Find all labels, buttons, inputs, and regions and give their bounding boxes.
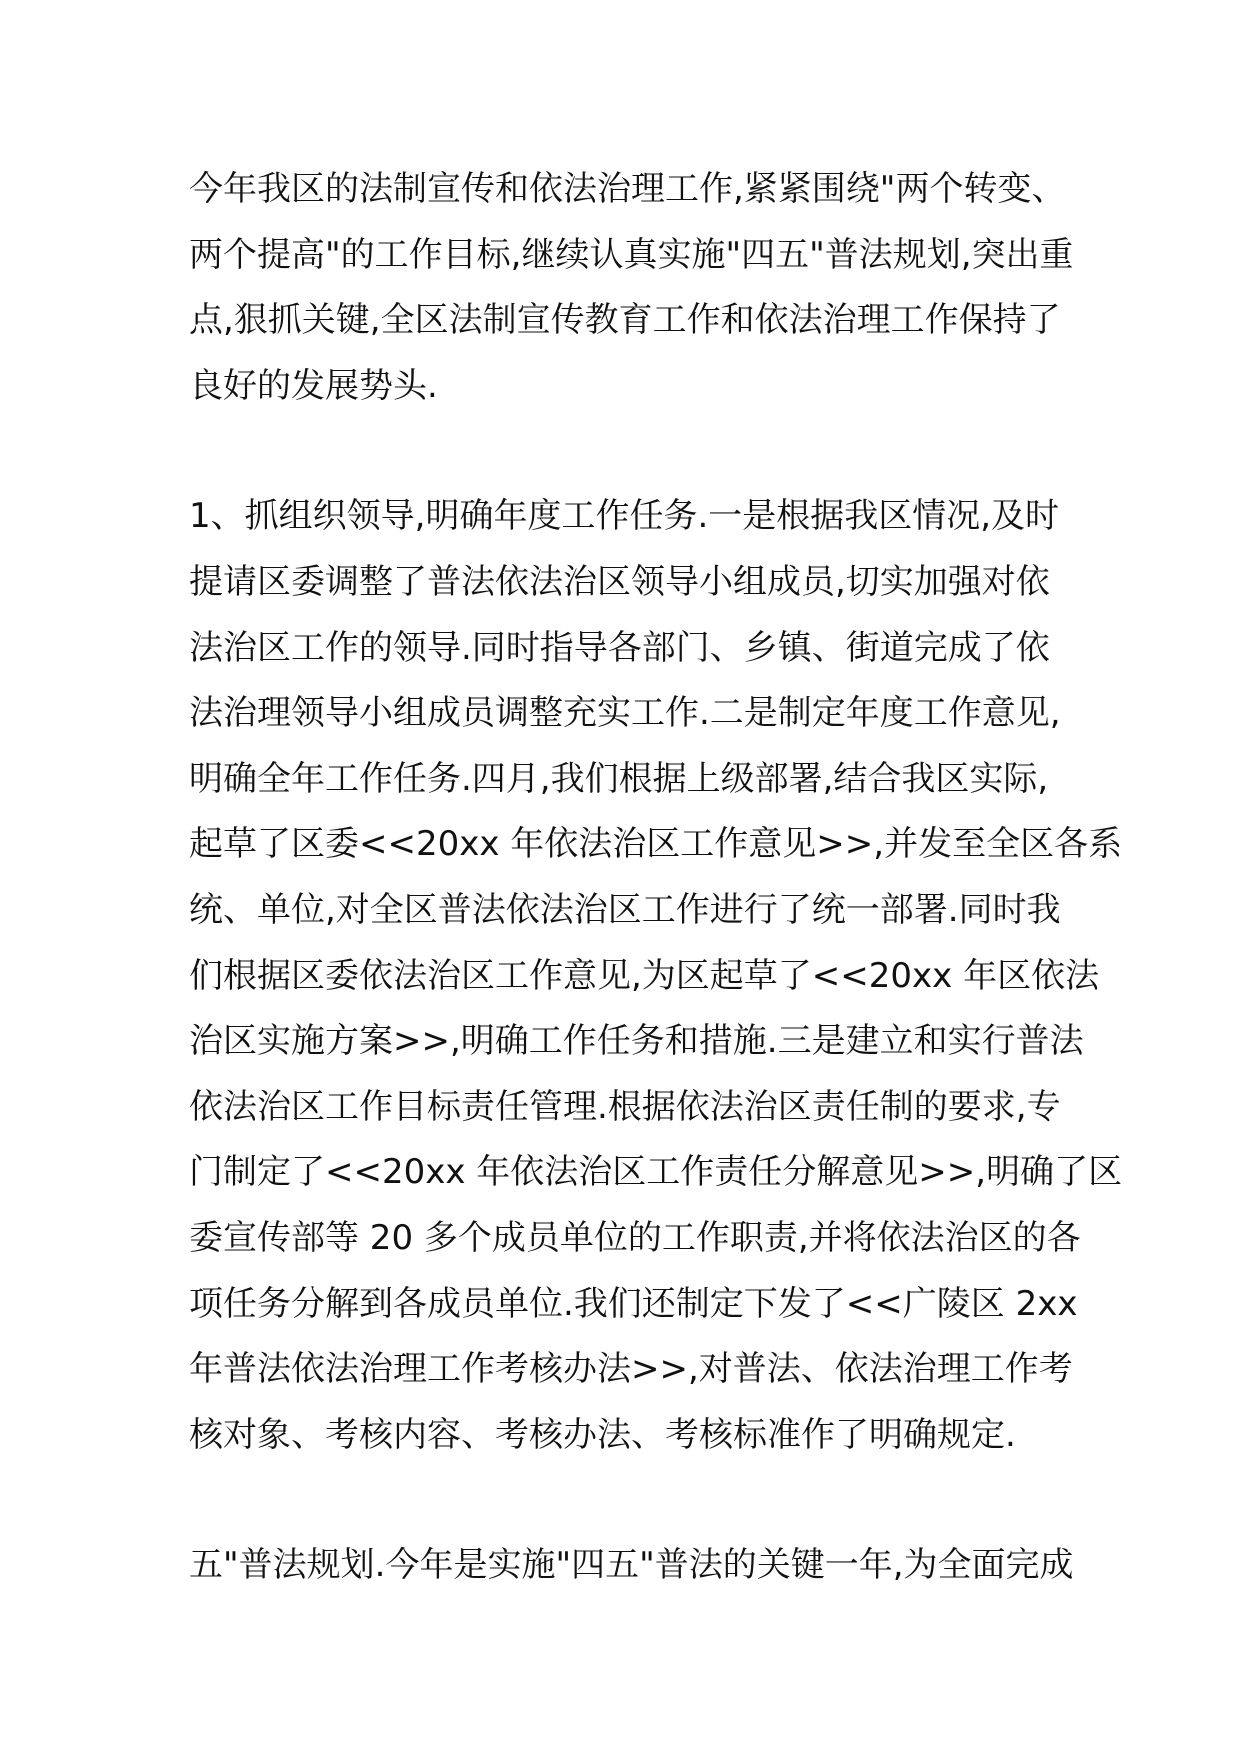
text-line: 点,狠抓关键,全区法制宣传教育工作和依法治理工作保持了 bbox=[189, 300, 1061, 341]
text-line: 明确全年工作任务.四月,我们根据上级部署,结合我区实际, bbox=[189, 758, 1049, 799]
text-line: 核对象、考核内容、考核办法、考核标准作了明确规定. bbox=[189, 1414, 1016, 1455]
text-line: 1、抓组织领导,明确年度工作任务.一是根据我区情况,及时 bbox=[189, 496, 1060, 537]
text-line: 五"普法规划.今年是实施"四五"普法的关键一年,为全面完成 bbox=[189, 1545, 1074, 1586]
text-line: 治区实施方案>>,明确工作任务和措施.三是建立和实行普法 bbox=[189, 1021, 1084, 1062]
paragraph-continuation bbox=[189, 1533, 1074, 1599]
text-line: 提请区委调整了普法依法治区领导小组成员,切实加强对依 bbox=[189, 561, 1050, 602]
text-line: 依法治区工作目标责任管理.根据依法治区责任制的要求,专 bbox=[189, 1086, 1061, 1127]
text-line: 年普法依法治理工作考核办法>>,对普法、依法治理工作考 bbox=[189, 1349, 1073, 1390]
paragraph-intro bbox=[189, 157, 1074, 419]
text-line: 们根据区委依法治区工作意见,为区起草了<<20xx 年区依法 bbox=[189, 955, 1100, 996]
text-line: 项任务分解到各成员单位.我们还制定下发了<<广陵区 2xx bbox=[189, 1283, 1078, 1324]
text-line: 法治理领导小组成员调整充实工作.二是制定年度工作意见, bbox=[189, 693, 1061, 734]
paragraph-section-1 bbox=[189, 484, 1123, 1468]
text-line: 两个提高"的工作目标,继续认真实施"四五"普法规划,突出重 bbox=[189, 234, 1074, 275]
text-line: 统、单位,对全区普法依法治区工作进行了统一部署.同时我 bbox=[189, 889, 1061, 930]
document-body bbox=[189, 157, 1123, 1664]
text-line: 起草了区委<<20xx 年依法治区工作意见>>,并发至全区各系 bbox=[189, 824, 1123, 865]
text-line: 委宣传部等 20 多个成员单位的工作职责,并将依法治区的各 bbox=[189, 1217, 1081, 1258]
text-line: 法治区工作的领导.同时指导各部门、乡镇、街道完成了依 bbox=[189, 627, 1050, 668]
text-line: 今年我区的法制宣传和依法治理工作,紧紧围绕"两个转变、 bbox=[189, 169, 1066, 209]
text-line: 良好的发展势头. bbox=[189, 365, 438, 406]
text-line: 门制定了<<20xx 年依法治区工作责任分解意见>>,明确了区 bbox=[189, 1152, 1123, 1193]
